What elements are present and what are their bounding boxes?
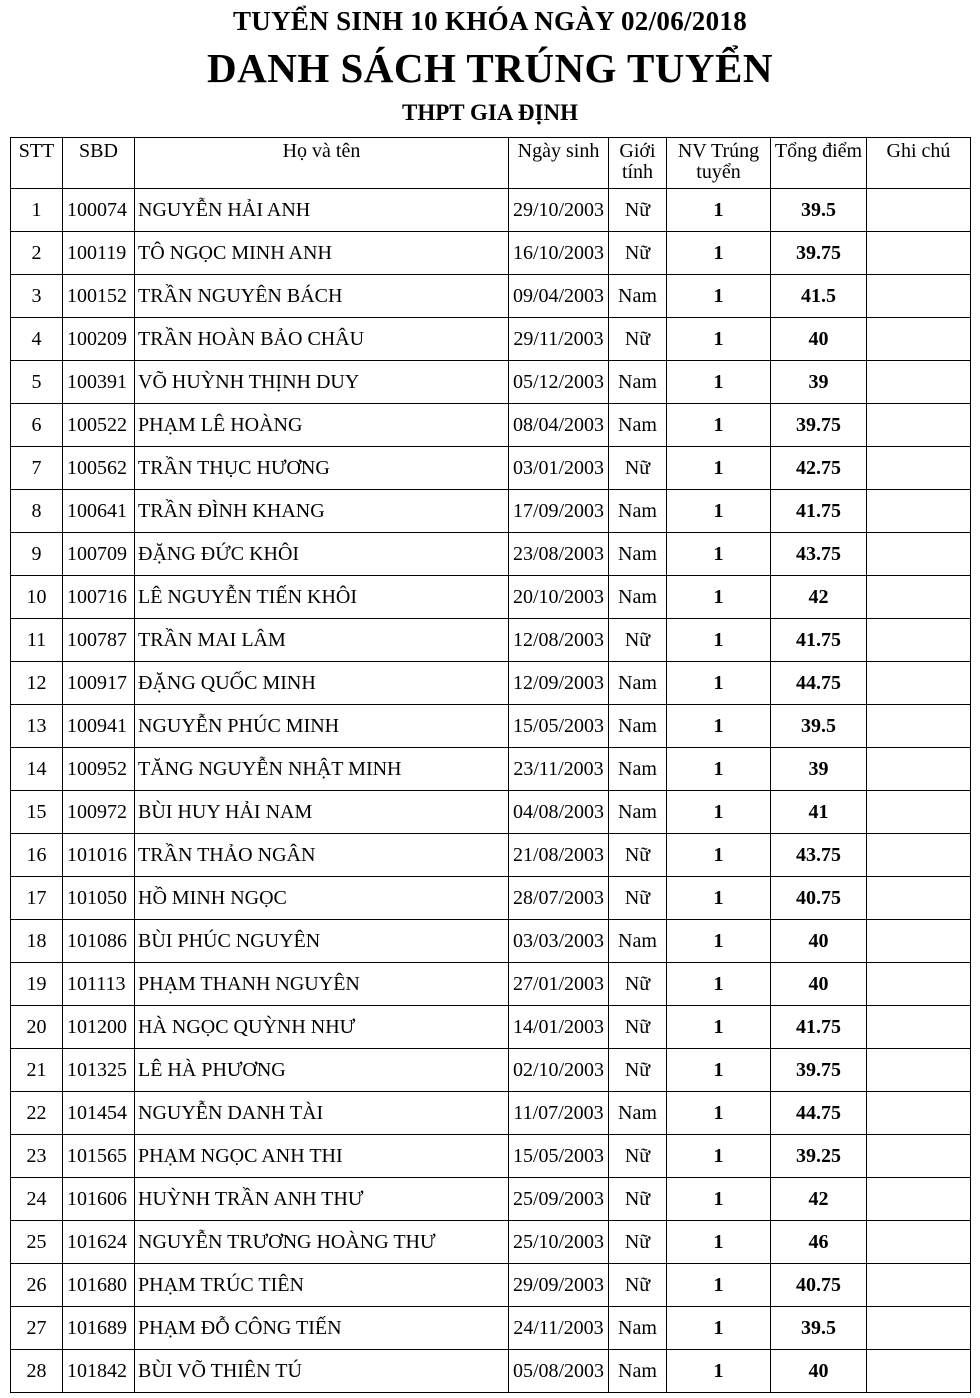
cell-total: 39.75 bbox=[771, 404, 867, 447]
cell-dob: 23/11/2003 bbox=[509, 748, 609, 791]
cell-name: VÕ HUỲNH THỊNH DUY bbox=[135, 361, 509, 404]
cell-stt: 22 bbox=[11, 1092, 63, 1135]
cell-dob: 15/05/2003 bbox=[509, 1135, 609, 1178]
cell-sbd: 100391 bbox=[63, 361, 135, 404]
cell-name: TRẦN MAI LÂM bbox=[135, 619, 509, 662]
cell-stt: 5 bbox=[11, 361, 63, 404]
cell-total: 41.75 bbox=[771, 490, 867, 533]
cell-name: PHẠM TRÚC TIÊN bbox=[135, 1264, 509, 1307]
cell-gender: Nam bbox=[609, 490, 667, 533]
header-gender-line2: tính bbox=[621, 161, 654, 183]
cell-note bbox=[867, 963, 971, 1006]
cell-gender: Nam bbox=[609, 1307, 667, 1350]
cell-stt: 15 bbox=[11, 791, 63, 834]
cell-nv: 1 bbox=[667, 619, 771, 662]
cell-gender: Nam bbox=[609, 275, 667, 318]
cell-sbd: 100941 bbox=[63, 705, 135, 748]
cell-nv: 1 bbox=[667, 404, 771, 447]
cell-sbd: 101325 bbox=[63, 1049, 135, 1092]
cell-dob: 29/11/2003 bbox=[509, 318, 609, 361]
cell-name: PHẠM LÊ HOÀNG bbox=[135, 404, 509, 447]
table-row bbox=[11, 318, 971, 361]
cell-name: BÙI HUY HẢI NAM bbox=[135, 791, 509, 834]
cell-gender: Nữ bbox=[609, 232, 667, 275]
cell-sbd: 101689 bbox=[63, 1307, 135, 1350]
exam-title: TUYỂN SINH 10 KHÓA NGÀY 02/06/2018 bbox=[233, 6, 747, 36]
cell-nv: 1 bbox=[667, 963, 771, 1006]
cell-name: ĐẶNG ĐỨC KHÔI bbox=[135, 533, 509, 576]
cell-sbd: 101086 bbox=[63, 920, 135, 963]
cell-sbd: 101113 bbox=[63, 963, 135, 1006]
cell-note bbox=[867, 576, 971, 619]
cell-nv: 1 bbox=[667, 576, 771, 619]
cell-gender: Nữ bbox=[609, 963, 667, 1006]
cell-total: 39.25 bbox=[771, 1135, 867, 1178]
cell-dob: 29/10/2003 bbox=[509, 189, 609, 232]
cell-gender: Nữ bbox=[609, 1049, 667, 1092]
cell-dob: 05/12/2003 bbox=[509, 361, 609, 404]
table-row bbox=[11, 1221, 971, 1264]
cell-stt: 21 bbox=[11, 1049, 63, 1092]
cell-stt: 11 bbox=[11, 619, 63, 662]
cell-dob: 21/08/2003 bbox=[509, 834, 609, 877]
cell-stt: 9 bbox=[11, 533, 63, 576]
cell-sbd: 100952 bbox=[63, 748, 135, 791]
cell-total: 39.5 bbox=[771, 189, 867, 232]
cell-name: NGUYỄN HẢI ANH bbox=[135, 189, 509, 232]
table-row bbox=[11, 576, 971, 619]
cell-name: TRẦN NGUYÊN BÁCH bbox=[135, 275, 509, 318]
cell-sbd: 100522 bbox=[63, 404, 135, 447]
cell-gender: Nữ bbox=[609, 877, 667, 920]
cell-note bbox=[867, 1264, 971, 1307]
cell-stt: 1 bbox=[11, 189, 63, 232]
cell-name: HÀ NGỌC QUỲNH NHƯ bbox=[135, 1006, 509, 1049]
cell-dob: 03/03/2003 bbox=[509, 920, 609, 963]
cell-gender: Nam bbox=[609, 705, 667, 748]
header-sbd: SBD bbox=[63, 138, 135, 189]
cell-total: 40.75 bbox=[771, 877, 867, 920]
cell-note bbox=[867, 705, 971, 748]
header-note: Ghi chú bbox=[867, 138, 971, 189]
cell-sbd: 100709 bbox=[63, 533, 135, 576]
cell-sbd: 100209 bbox=[63, 318, 135, 361]
cell-stt: 7 bbox=[11, 447, 63, 490]
cell-sbd: 100972 bbox=[63, 791, 135, 834]
cell-name: TRẦN THẢO NGÂN bbox=[135, 834, 509, 877]
table-row bbox=[11, 447, 971, 490]
cell-name: ĐẶNG QUỐC MINH bbox=[135, 662, 509, 705]
cell-dob: 29/09/2003 bbox=[509, 1264, 609, 1307]
cell-note bbox=[867, 1221, 971, 1264]
table-row bbox=[11, 533, 971, 576]
table-row bbox=[11, 189, 971, 232]
cell-name: BÙI PHÚC NGUYÊN bbox=[135, 920, 509, 963]
cell-sbd: 101565 bbox=[63, 1135, 135, 1178]
cell-dob: 16/10/2003 bbox=[509, 232, 609, 275]
cell-name: TRẦN HOÀN BẢO CHÂU bbox=[135, 318, 509, 361]
cell-sbd: 100074 bbox=[63, 189, 135, 232]
cell-gender: Nam bbox=[609, 576, 667, 619]
table-row bbox=[11, 834, 971, 877]
cell-note bbox=[867, 662, 971, 705]
header-dob: Ngày sinh bbox=[509, 138, 609, 189]
cell-total: 40 bbox=[771, 1350, 867, 1393]
cell-note bbox=[867, 1006, 971, 1049]
cell-dob: 05/08/2003 bbox=[509, 1350, 609, 1393]
table-row bbox=[11, 791, 971, 834]
cell-note bbox=[867, 1307, 971, 1350]
cell-sbd: 101606 bbox=[63, 1178, 135, 1221]
header-stt: STT bbox=[11, 138, 63, 189]
header-name: Họ và tên bbox=[135, 138, 509, 189]
cell-name: BÙI VÕ THIÊN TÚ bbox=[135, 1350, 509, 1393]
cell-stt: 26 bbox=[11, 1264, 63, 1307]
cell-stt: 20 bbox=[11, 1006, 63, 1049]
cell-sbd: 101016 bbox=[63, 834, 135, 877]
cell-gender: Nữ bbox=[609, 1178, 667, 1221]
cell-dob: 08/04/2003 bbox=[509, 404, 609, 447]
cell-nv: 1 bbox=[667, 1006, 771, 1049]
cell-nv: 1 bbox=[667, 1264, 771, 1307]
cell-nv: 1 bbox=[667, 490, 771, 533]
cell-gender: Nam bbox=[609, 1092, 667, 1135]
list-title: DANH SÁCH TRÚNG TUYỂN bbox=[207, 45, 773, 91]
cell-stt: 4 bbox=[11, 318, 63, 361]
admission-table bbox=[10, 137, 971, 1393]
cell-nv: 1 bbox=[667, 1049, 771, 1092]
cell-note bbox=[867, 1135, 971, 1178]
cell-nv: 1 bbox=[667, 447, 771, 490]
cell-dob: 20/10/2003 bbox=[509, 576, 609, 619]
cell-sbd: 101454 bbox=[63, 1092, 135, 1135]
cell-total: 39.5 bbox=[771, 1307, 867, 1350]
cell-total: 39.75 bbox=[771, 1049, 867, 1092]
cell-sbd: 100716 bbox=[63, 576, 135, 619]
cell-total: 41 bbox=[771, 791, 867, 834]
header-nv-line1: NV Trúng bbox=[677, 140, 760, 162]
cell-note bbox=[867, 1092, 971, 1135]
table-row bbox=[11, 1135, 971, 1178]
cell-name: LÊ NGUYỄN TIẾN KHÔI bbox=[135, 576, 509, 619]
header-gender bbox=[609, 138, 667, 189]
cell-gender: Nam bbox=[609, 920, 667, 963]
cell-gender: Nữ bbox=[609, 318, 667, 361]
cell-nv: 1 bbox=[667, 1221, 771, 1264]
cell-dob: 28/07/2003 bbox=[509, 877, 609, 920]
cell-name: NGUYỄN TRƯƠNG HOÀNG THƯ bbox=[135, 1221, 509, 1264]
cell-note bbox=[867, 920, 971, 963]
cell-dob: 27/01/2003 bbox=[509, 963, 609, 1006]
cell-sbd: 100917 bbox=[63, 662, 135, 705]
cell-dob: 17/09/2003 bbox=[509, 490, 609, 533]
cell-gender: Nữ bbox=[609, 1135, 667, 1178]
cell-note bbox=[867, 447, 971, 490]
cell-gender: Nữ bbox=[609, 834, 667, 877]
cell-name: HUỲNH TRẦN ANH THƯ bbox=[135, 1178, 509, 1221]
cell-nv: 1 bbox=[667, 705, 771, 748]
cell-gender: Nữ bbox=[609, 1006, 667, 1049]
cell-stt: 17 bbox=[11, 877, 63, 920]
cell-total: 42 bbox=[771, 1178, 867, 1221]
cell-note bbox=[867, 318, 971, 361]
cell-gender: Nam bbox=[609, 662, 667, 705]
cell-name: LÊ HÀ PHƯƠNG bbox=[135, 1049, 509, 1092]
cell-stt: 2 bbox=[11, 232, 63, 275]
cell-stt: 19 bbox=[11, 963, 63, 1006]
cell-name: NGUYỄN PHÚC MINH bbox=[135, 705, 509, 748]
table-row bbox=[11, 1264, 971, 1307]
cell-name: TĂNG NGUYỄN NHẬT MINH bbox=[135, 748, 509, 791]
cell-stt: 14 bbox=[11, 748, 63, 791]
cell-gender: Nam bbox=[609, 404, 667, 447]
header-nv bbox=[667, 138, 771, 189]
cell-total: 39 bbox=[771, 361, 867, 404]
cell-note bbox=[867, 232, 971, 275]
cell-nv: 1 bbox=[667, 662, 771, 705]
cell-nv: 1 bbox=[667, 318, 771, 361]
cell-sbd: 101050 bbox=[63, 877, 135, 920]
cell-dob: 09/04/2003 bbox=[509, 275, 609, 318]
cell-nv: 1 bbox=[667, 1307, 771, 1350]
cell-note bbox=[867, 533, 971, 576]
cell-total: 39.5 bbox=[771, 705, 867, 748]
table-row bbox=[11, 619, 971, 662]
cell-note bbox=[867, 1350, 971, 1393]
header-nv-line2: tuyển bbox=[696, 161, 741, 183]
table-row bbox=[11, 963, 971, 1006]
cell-gender: Nữ bbox=[609, 619, 667, 662]
cell-name: NGUYỄN DANH TÀI bbox=[135, 1092, 509, 1135]
cell-name: TÔ NGỌC MINH ANH bbox=[135, 232, 509, 275]
table-row bbox=[11, 920, 971, 963]
cell-stt: 3 bbox=[11, 275, 63, 318]
cell-sbd: 101624 bbox=[63, 1221, 135, 1264]
cell-stt: 27 bbox=[11, 1307, 63, 1350]
table-row bbox=[11, 275, 971, 318]
cell-stt: 23 bbox=[11, 1135, 63, 1178]
cell-dob: 15/05/2003 bbox=[509, 705, 609, 748]
cell-name: TRẦN ĐÌNH KHANG bbox=[135, 490, 509, 533]
cell-stt: 6 bbox=[11, 404, 63, 447]
header-total: Tổng điểm bbox=[771, 138, 867, 189]
cell-gender: Nữ bbox=[609, 1264, 667, 1307]
table-row bbox=[11, 748, 971, 791]
cell-dob: 12/09/2003 bbox=[509, 662, 609, 705]
cell-nv: 1 bbox=[667, 361, 771, 404]
cell-name: TRẦN THỤC HƯƠNG bbox=[135, 447, 509, 490]
table-header-row bbox=[11, 138, 971, 189]
cell-gender: Nam bbox=[609, 1350, 667, 1393]
cell-note bbox=[867, 490, 971, 533]
cell-note bbox=[867, 189, 971, 232]
cell-total: 39 bbox=[771, 748, 867, 791]
cell-stt: 12 bbox=[11, 662, 63, 705]
cell-dob: 25/09/2003 bbox=[509, 1178, 609, 1221]
cell-total: 42.75 bbox=[771, 447, 867, 490]
cell-total: 43.75 bbox=[771, 533, 867, 576]
cell-gender: Nữ bbox=[609, 447, 667, 490]
cell-nv: 1 bbox=[667, 189, 771, 232]
table-row bbox=[11, 1350, 971, 1393]
cell-total: 40 bbox=[771, 963, 867, 1006]
cell-note bbox=[867, 1178, 971, 1221]
cell-nv: 1 bbox=[667, 877, 771, 920]
cell-nv: 1 bbox=[667, 275, 771, 318]
cell-sbd: 101200 bbox=[63, 1006, 135, 1049]
table-row bbox=[11, 1307, 971, 1350]
table-row bbox=[11, 1092, 971, 1135]
cell-total: 41.75 bbox=[771, 1006, 867, 1049]
cell-stt: 28 bbox=[11, 1350, 63, 1393]
cell-note bbox=[867, 1049, 971, 1092]
cell-note bbox=[867, 275, 971, 318]
cell-nv: 1 bbox=[667, 1178, 771, 1221]
cell-total: 41.5 bbox=[771, 275, 867, 318]
cell-sbd: 101680 bbox=[63, 1264, 135, 1307]
cell-total: 43.75 bbox=[771, 834, 867, 877]
cell-name: HỒ MINH NGỌC bbox=[135, 877, 509, 920]
table-row bbox=[11, 877, 971, 920]
cell-name: PHẠM NGỌC ANH THI bbox=[135, 1135, 509, 1178]
table-row bbox=[11, 662, 971, 705]
cell-nv: 1 bbox=[667, 232, 771, 275]
table-row bbox=[11, 1049, 971, 1092]
cell-dob: 11/07/2003 bbox=[509, 1092, 609, 1135]
cell-nv: 1 bbox=[667, 791, 771, 834]
cell-gender: Nữ bbox=[609, 189, 667, 232]
cell-total: 39.75 bbox=[771, 232, 867, 275]
cell-name: PHẠM THANH NGUYÊN bbox=[135, 963, 509, 1006]
cell-total: 41.75 bbox=[771, 619, 867, 662]
cell-nv: 1 bbox=[667, 834, 771, 877]
cell-dob: 03/01/2003 bbox=[509, 447, 609, 490]
cell-sbd: 101842 bbox=[63, 1350, 135, 1393]
cell-dob: 23/08/2003 bbox=[509, 533, 609, 576]
cell-sbd: 100787 bbox=[63, 619, 135, 662]
cell-sbd: 100641 bbox=[63, 490, 135, 533]
cell-total: 44.75 bbox=[771, 1092, 867, 1135]
cell-gender: Nam bbox=[609, 361, 667, 404]
cell-nv: 1 bbox=[667, 1092, 771, 1135]
cell-total: 42 bbox=[771, 576, 867, 619]
cell-dob: 24/11/2003 bbox=[509, 1307, 609, 1350]
cell-stt: 25 bbox=[11, 1221, 63, 1264]
table-row bbox=[11, 404, 971, 447]
cell-gender: Nam bbox=[609, 748, 667, 791]
cell-note bbox=[867, 619, 971, 662]
cell-dob: 02/10/2003 bbox=[509, 1049, 609, 1092]
table-row bbox=[11, 705, 971, 748]
cell-note bbox=[867, 877, 971, 920]
cell-note bbox=[867, 834, 971, 877]
cell-sbd: 100152 bbox=[63, 275, 135, 318]
cell-note bbox=[867, 404, 971, 447]
cell-nv: 1 bbox=[667, 533, 771, 576]
cell-name: PHẠM ĐỖ CÔNG TIẾN bbox=[135, 1307, 509, 1350]
cell-dob: 14/01/2003 bbox=[509, 1006, 609, 1049]
cell-nv: 1 bbox=[667, 920, 771, 963]
table-row bbox=[11, 1006, 971, 1049]
table-row bbox=[11, 361, 971, 404]
cell-sbd: 100562 bbox=[63, 447, 135, 490]
cell-total: 40.75 bbox=[771, 1264, 867, 1307]
cell-stt: 18 bbox=[11, 920, 63, 963]
cell-total: 40 bbox=[771, 920, 867, 963]
cell-gender: Nam bbox=[609, 791, 667, 834]
table-row bbox=[11, 490, 971, 533]
cell-note bbox=[867, 791, 971, 834]
cell-dob: 12/08/2003 bbox=[509, 619, 609, 662]
header-gender-line1: Giới bbox=[619, 140, 656, 162]
cell-stt: 16 bbox=[11, 834, 63, 877]
cell-nv: 1 bbox=[667, 1350, 771, 1393]
cell-nv: 1 bbox=[667, 748, 771, 791]
school-name: THPT GIA ĐỊNH bbox=[402, 100, 578, 125]
cell-total: 46 bbox=[771, 1221, 867, 1264]
table-row bbox=[11, 232, 971, 275]
cell-total: 40 bbox=[771, 318, 867, 361]
cell-dob: 25/10/2003 bbox=[509, 1221, 609, 1264]
cell-stt: 8 bbox=[11, 490, 63, 533]
cell-gender: Nữ bbox=[609, 1221, 667, 1264]
cell-stt: 10 bbox=[11, 576, 63, 619]
cell-stt: 24 bbox=[11, 1178, 63, 1221]
cell-stt: 13 bbox=[11, 705, 63, 748]
cell-sbd: 100119 bbox=[63, 232, 135, 275]
cell-dob: 04/08/2003 bbox=[509, 791, 609, 834]
cell-total: 44.75 bbox=[771, 662, 867, 705]
cell-note bbox=[867, 748, 971, 791]
cell-note bbox=[867, 361, 971, 404]
cell-nv: 1 bbox=[667, 1135, 771, 1178]
table-row bbox=[11, 1178, 971, 1221]
cell-gender: Nam bbox=[609, 533, 667, 576]
